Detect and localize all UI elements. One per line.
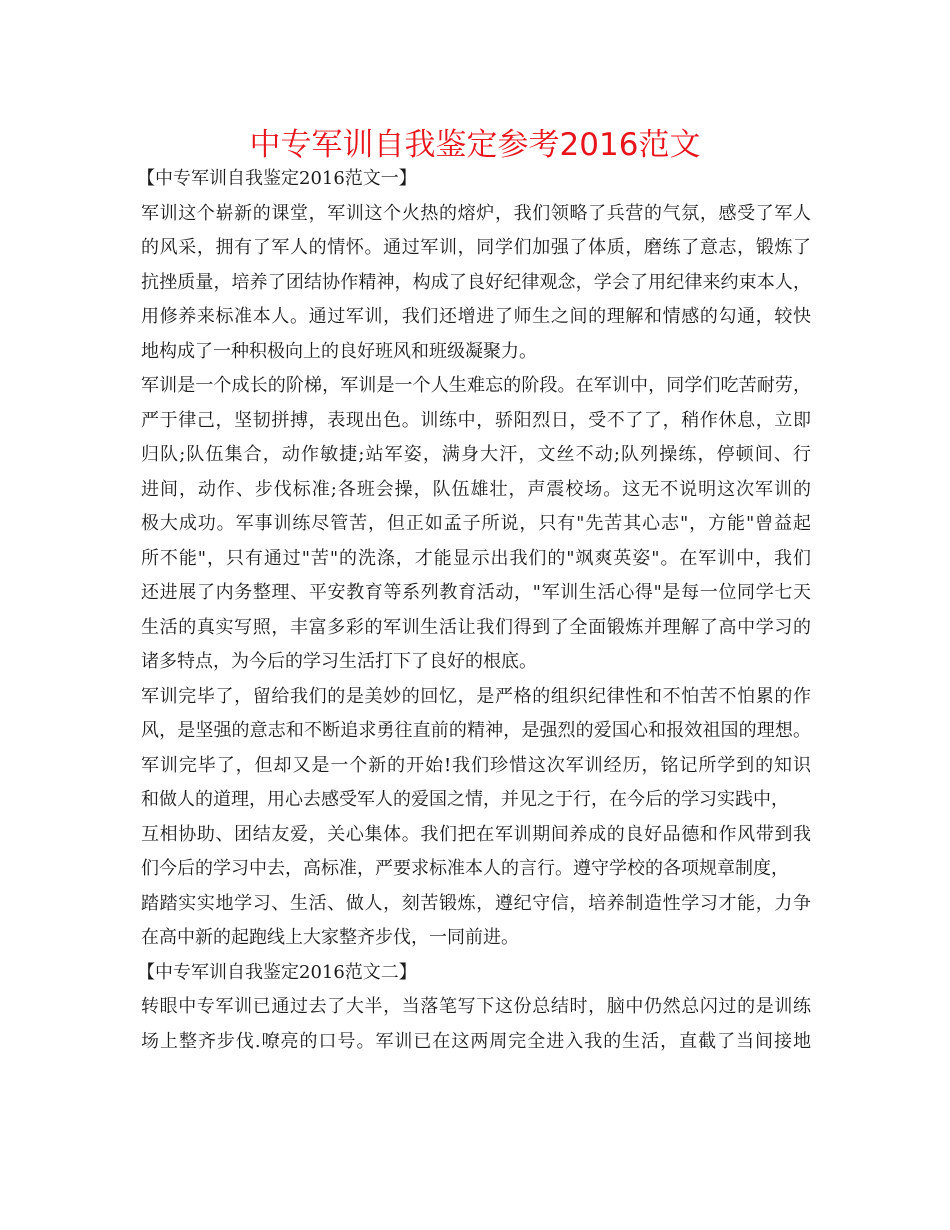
paragraph-line: 军训完毕了，留给我们的是美妙的回忆，是严格的组织纪律性和不怕苦不怕累的作 [141, 685, 811, 707]
paragraph-line: 风，是坚强的意志和不断追求勇往直前的精神，是强烈的爱国心和报效祖国的理想。 [141, 720, 811, 741]
paragraph-line: 们今后的学习中去，高标准，严要求标准本人的言行。遵守学校的各项规章制度， [141, 858, 789, 879]
paragraph-line: 互相协助、团结友爱，关心集体。我们把在军训期间养成的良好品德和作风带到我 [141, 823, 811, 845]
paragraph-line: 踏踏实实地学习、生活、做人，刻苦锻炼，遵纪守信，培养制造性学习才能，力争 [141, 892, 811, 914]
paragraph-line: 在高中新的起跑线上大家整齐步伐，一同前进。 [141, 927, 519, 948]
paragraph-line: 和做人的道理，用心去感受军人的爱国之情，并见之于行，在今后的学习实践中， [141, 789, 789, 810]
paragraph-line: 还进展了内务整理、平安教育等系列教育活动，"军训生活心得"是每一位同学七天 [141, 582, 811, 603]
paragraph-line: 地构成了一种积极向上的良好班风和班级凝聚力。 [141, 340, 537, 362]
section-heading: 【中专军训自我鉴定2016范文一】 [137, 168, 417, 189]
paragraph-line: 归队;队伍集合，动作敏捷;站军姿，满身大汗，文丝不动;队列操练，停顿间、行 [141, 444, 811, 465]
paragraph-line: 的风采，拥有了军人的情怀。通过军训，同学们加强了体质，磨练了意志，锻炼了 [141, 237, 811, 258]
paragraph-line: 转眼中专军训已通过去了大半，当落笔写下这份总结时，脑中仍然总闪过的是训练 [141, 996, 811, 1017]
paragraph-line: 严于律己，坚韧拼搏，表现出色。训练中，骄阳烈日，受不了了，稍作休息，立即 [141, 409, 811, 431]
paragraph-line: 生活的真实写照，丰富多彩的军训生活让我们得到了全面锻炼并理解了高中学习的 [141, 616, 811, 638]
paragraph-line: 军训完毕了，但却又是一个新的开始!我们珍惜这次军训经历，铭记所学到的知识 [141, 754, 811, 776]
paragraph-line: 诸多特点，为今后的学习生活打下了良好的根底。 [141, 651, 537, 672]
section-heading: 【中专军训自我鉴定2016范文二】 [137, 961, 417, 983]
paragraph-line: 用修养来标准本人。通过军训，我们还增进了师生之间的理解和情感的勾通，较快 [141, 306, 811, 327]
paragraph-line: 所不能"，只有通过"苦"的洗涤，才能显示出我们的"飒爽英姿"。在军训中，我们 [141, 547, 811, 569]
paragraph-line: 场上整齐步伐.嘹亮的口号。军训已在这两周完全进入我的生活，直截了当间接地 [141, 1030, 811, 1052]
paragraph-line: 军训是一个成长的阶梯，军训是一个人生难忘的阶段。在军训中，同学们吃苦耐劳， [141, 375, 811, 396]
paragraph-line: 进间，动作、步伐标准;各班会操，队伍雄壮，声震校场。这无不说明这次军训的 [141, 478, 811, 500]
document-title: 中专军训自我鉴定参考2016范文 [249, 127, 701, 163]
paragraph-line: 抗挫质量，培养了团结协作精神，构成了良好纪律观念，学会了用纪律来约束本人， [141, 271, 811, 293]
document-body [137, 162, 811, 1059]
paragraph-line: 军训这个崭新的课堂，军训这个火热的熔炉，我们领略了兵营的气氛，感受了军人 [141, 202, 811, 224]
paragraph-line: 极大成功。军事训练尽管苦，但正如孟子所说，只有"先苦其心志"，方能"曾益起 [141, 513, 811, 534]
